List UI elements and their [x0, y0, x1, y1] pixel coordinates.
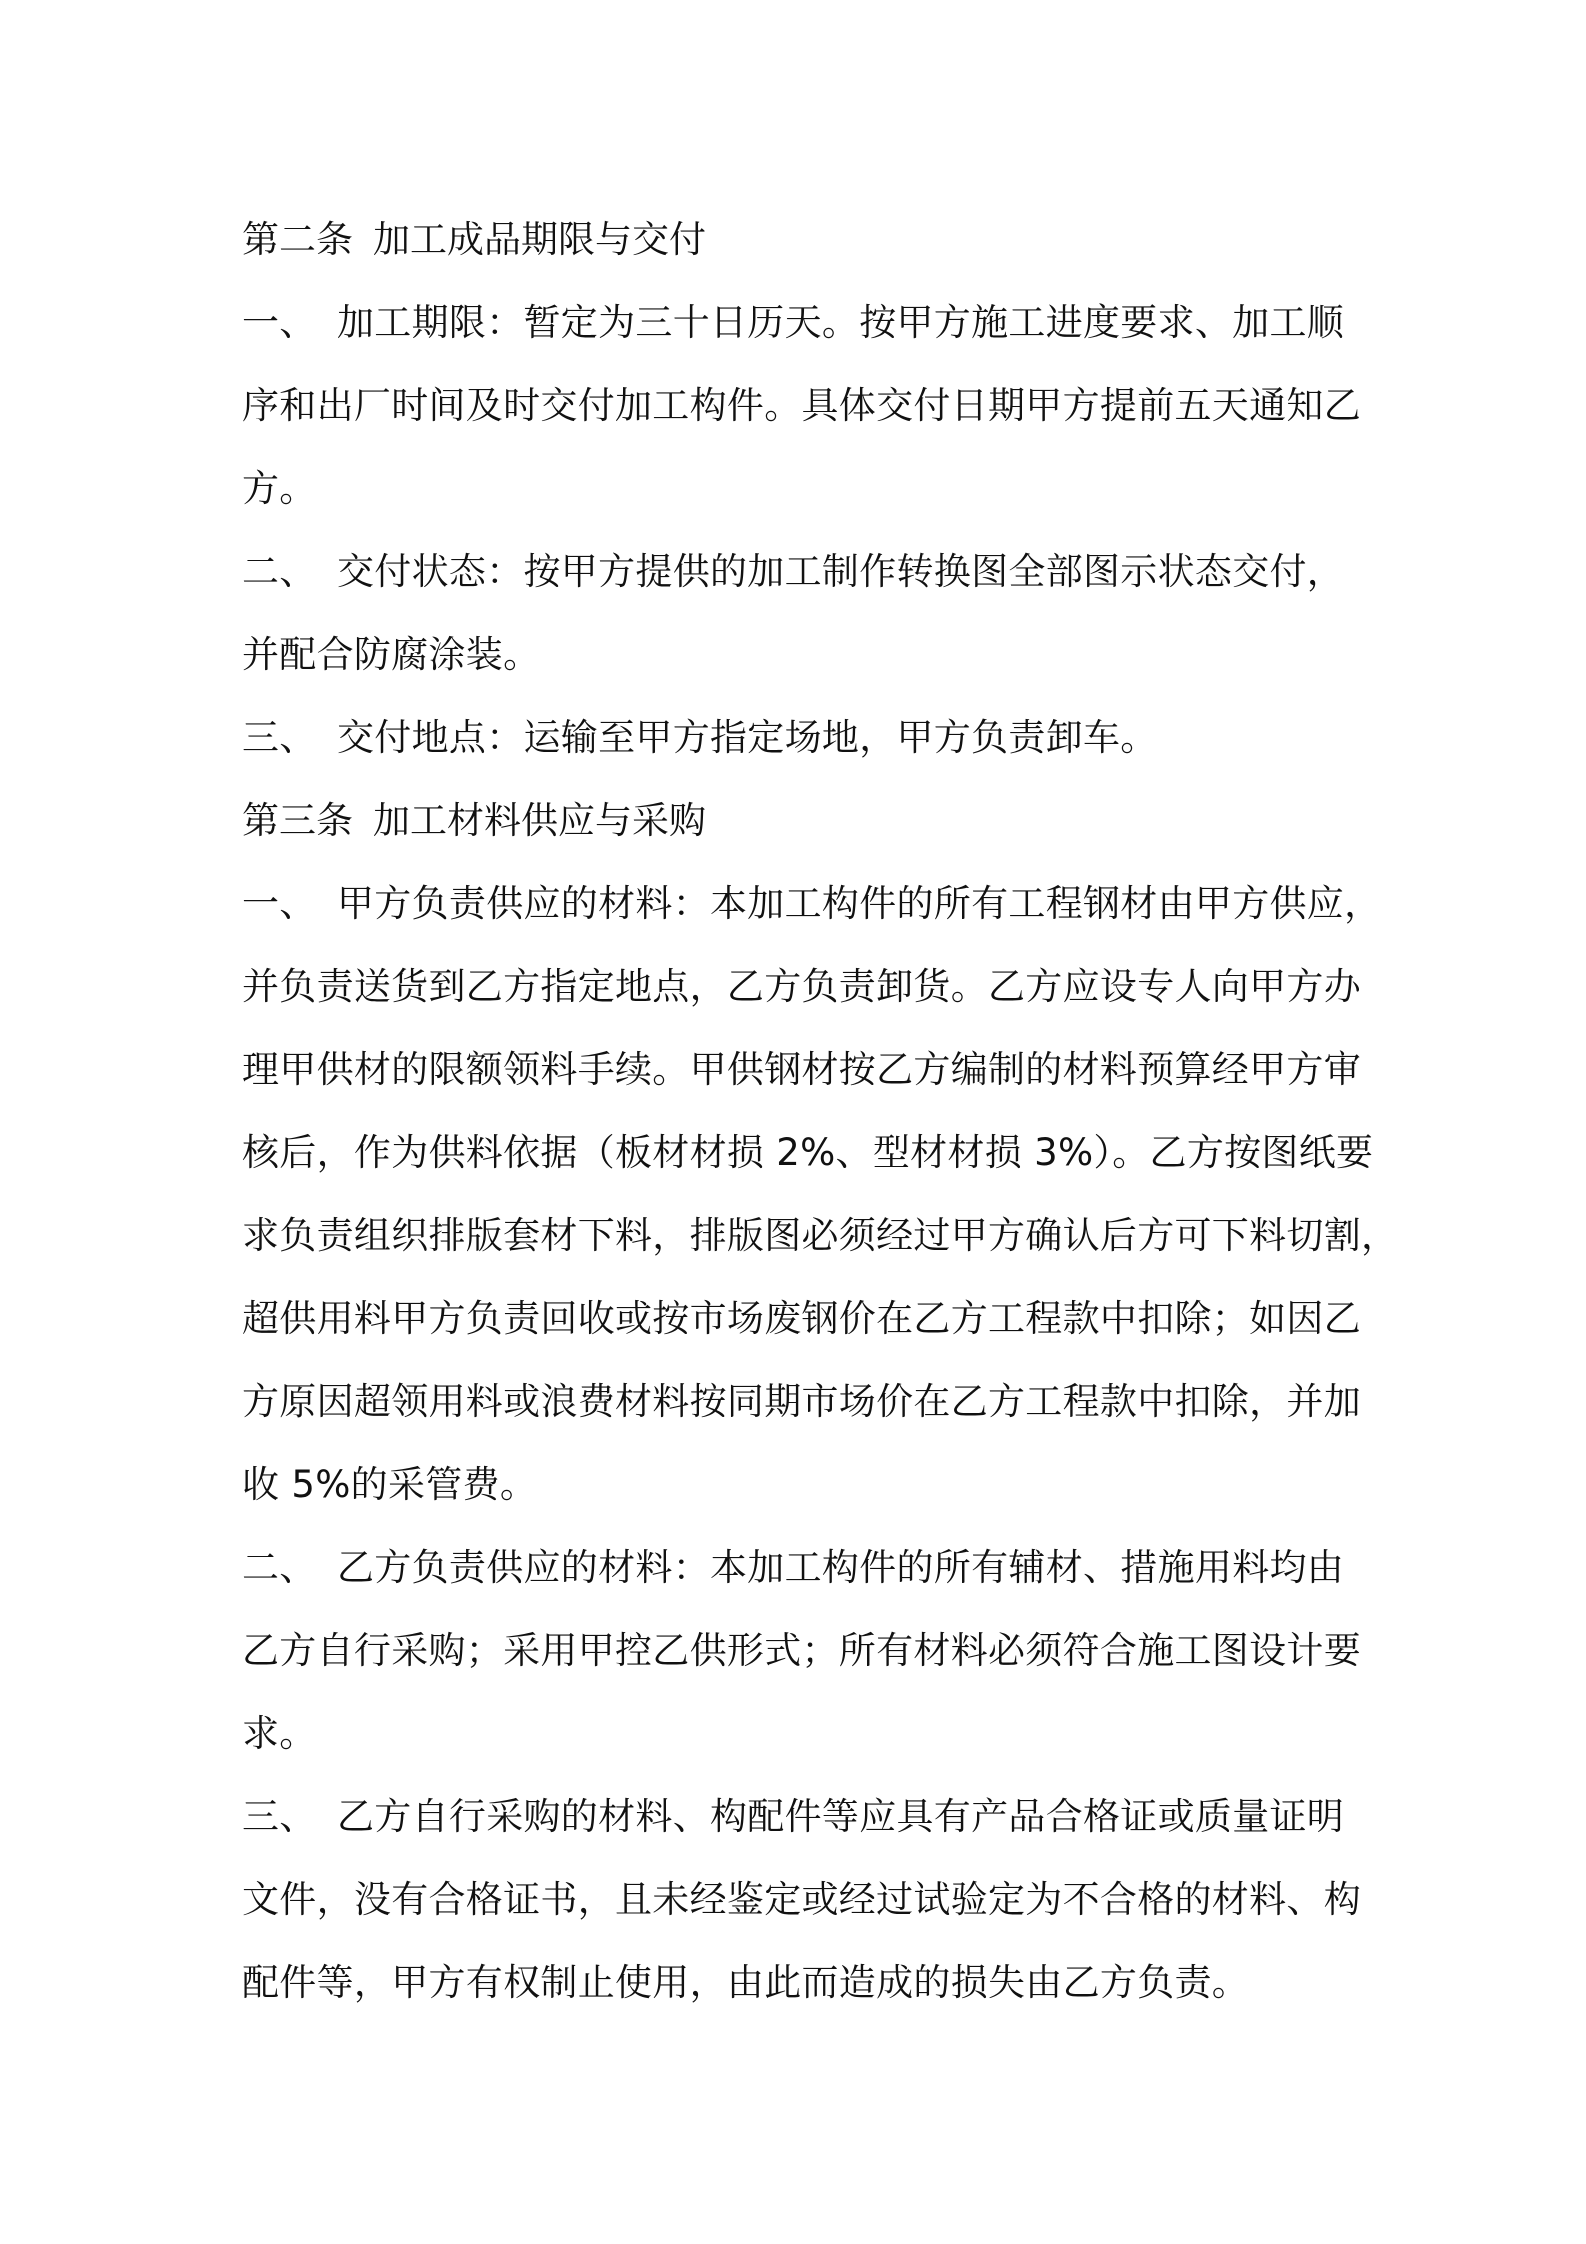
document-body [242, 198, 1399, 2024]
clause-line: 甲方负责供应的材料：本加工构件的所有工程钢材由甲方供应， [337, 882, 1382, 925]
clause-line: 加工期限：暂定为三十日历天。按甲方施工进度要求、加工顺 [337, 301, 1345, 344]
section-title: 加工材料供应与采购 [373, 799, 706, 842]
clause-line: 交付状态：按甲方提供的加工制作转换图全部图示状态交付， [337, 550, 1345, 593]
clause-2-1 [242, 281, 1372, 530]
section-number: 第三条 [242, 799, 353, 842]
clause-line: 乙方自行采购；采用甲控乙供形式；所有材料必须符合施工图设计要 [242, 1629, 1361, 1672]
clause-line: 乙方负责供应的材料：本加工构件的所有辅材、措施用料均由 [337, 1546, 1345, 1589]
clause-marker: 一、 [242, 301, 317, 344]
clause-line: 求。 [242, 1712, 317, 1755]
clause-marker: 二、 [242, 1546, 317, 1589]
section-heading-3 [242, 779, 1372, 862]
clause-line: 方原因超领用料或浪费材料按同期市场价在乙方工程款中扣除，并加 [242, 1380, 1361, 1423]
section-number: 第二条 [242, 218, 353, 261]
clause-marker: 一、 [242, 882, 317, 925]
clause-line: 收 5%的采管费。 [242, 1463, 538, 1506]
clause-marker: 三、 [242, 1795, 317, 1838]
clause-line: 求负责组织排版套材下料，排版图必须经过甲方确认后方可下料切割， [242, 1214, 1399, 1257]
clause-3-3 [242, 1775, 1372, 2024]
clause-line: 序和出厂时间及时交付加工构件。具体交付日期甲方提前五天通知乙 [242, 384, 1361, 427]
clause-3-1 [242, 862, 1399, 1526]
section-title: 加工成品期限与交付 [373, 218, 706, 261]
clause-line: 并负责送货到乙方指定地点，乙方负责卸货。乙方应设专人向甲方办 [242, 965, 1361, 1008]
clause-line: 并配合防腐涂装。 [242, 633, 541, 676]
clause-line: 配件等，甲方有权制止使用，由此而造成的损失由乙方负责。 [242, 1961, 1250, 2004]
clause-3-2 [242, 1526, 1372, 1775]
clause-2-2 [242, 530, 1372, 696]
clause-line: 方。 [242, 467, 317, 510]
section-heading-2 [242, 198, 1372, 281]
clause-line: 超供用料甲方负责回收或按市场废钢价在乙方工程款中扣除；如因乙 [242, 1297, 1361, 1340]
clause-marker: 三、 [242, 716, 317, 759]
clause-2-3 [242, 696, 1372, 779]
clause-line: 核后，作为供料依据（板材材损 2%、型材材损 3%）。乙方按图纸要 [242, 1131, 1374, 1174]
clause-line: 交付地点：运输至甲方指定场地，甲方负责卸车。 [337, 716, 1158, 759]
clause-marker: 二、 [242, 550, 317, 593]
clause-line: 文件，没有合格证书，且未经鉴定或经过试验定为不合格的材料、构 [242, 1878, 1361, 1921]
clause-line: 乙方自行采购的材料、构配件等应具有产品合格证或质量证明 [337, 1795, 1345, 1838]
clause-line: 理甲供材的限额领料手续。甲供钢材按乙方编制的材料预算经甲方审 [242, 1048, 1361, 1091]
